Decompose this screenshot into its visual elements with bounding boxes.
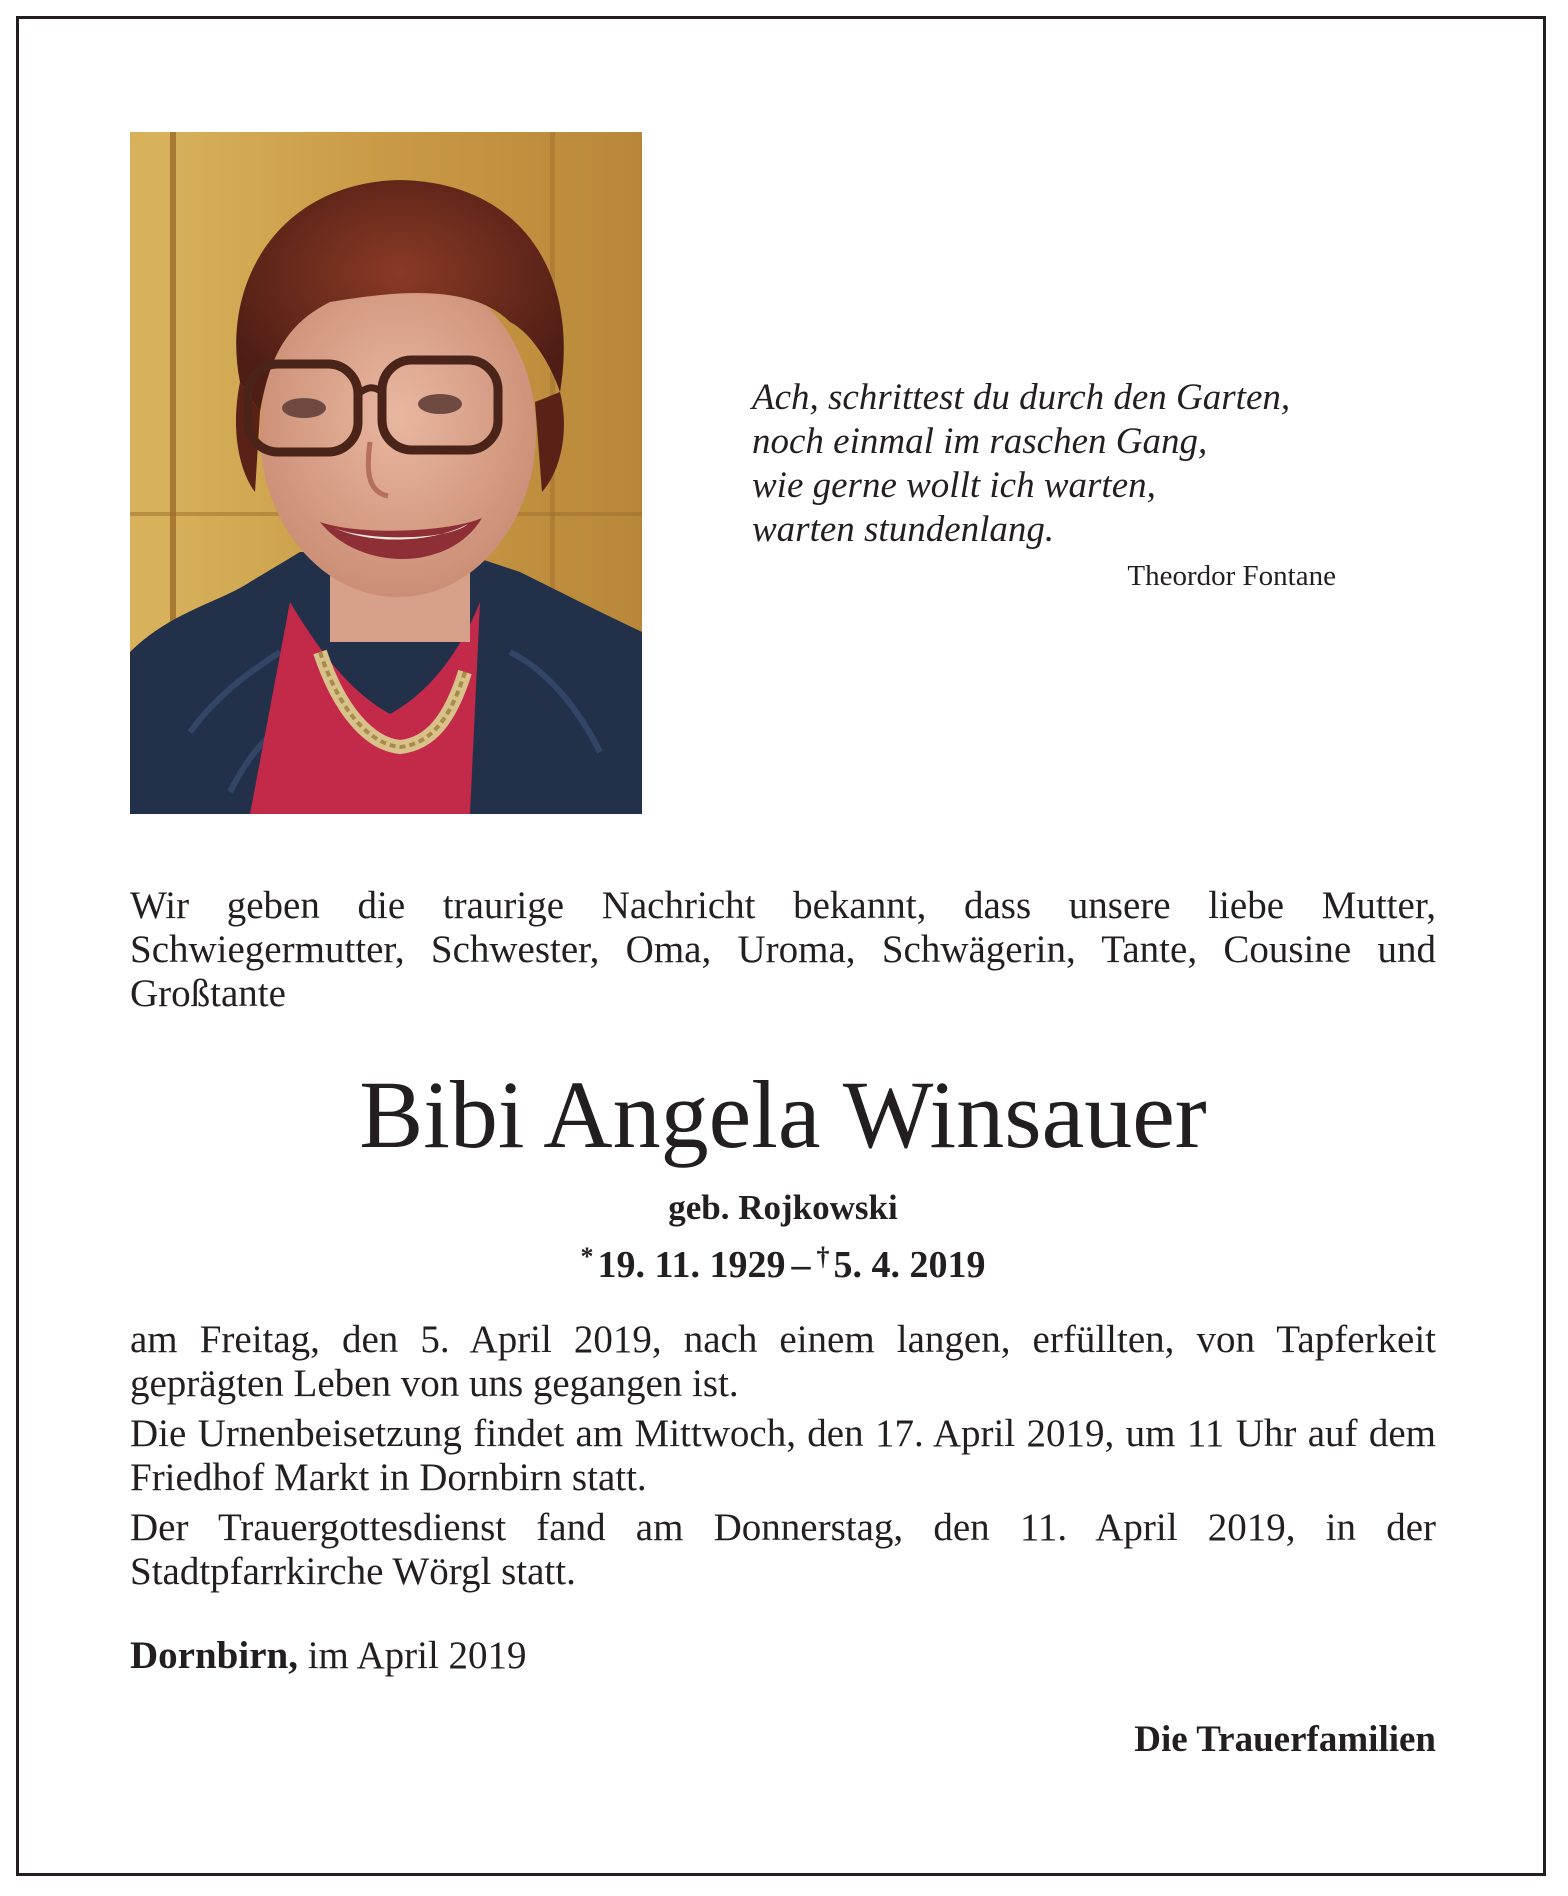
deceased-name: Bibi Angela Winsauer <box>359 1061 1207 1168</box>
body-paragraph: Der Trauergottesdienst fand am Donnerstag, den 11. April 2019, in der Stadtpfarrkirche Wörgl statt. <box>130 1506 1436 1593</box>
intro-text: Wir geben die traurige Nachricht bekannt, dass unsere liebe Mutter, Schwiegermutter, Schwester, Oma, Uroma, Schwägerin, Tante, Cousine und Großtante <box>130 884 1436 1015</box>
life-dates <box>130 1234 1436 1288</box>
poem-author: Theordor Fontane <box>1127 560 1336 592</box>
place-city: Dornbirn, <box>130 1634 298 1677</box>
death-date: 5. 4. 2019 <box>833 1244 986 1286</box>
body-paragraph: Die Urnenbeisetzung findet am Mittwoch, den 17. April 2019, um 11 Uhr auf dem Friedhof Markt in Dornbirn statt. <box>130 1412 1436 1499</box>
signature: Die Trauerfamilien <box>1134 1719 1436 1760</box>
notice-body <box>130 1318 1436 1600</box>
poem-quote <box>752 376 1332 552</box>
poem-line: Ach, schrittest du durch den Garten, <box>752 377 1291 418</box>
birth-date: 19. 11. 1929 <box>597 1244 786 1286</box>
birth-symbol: * <box>580 1242 594 1271</box>
poem-line: warten stundenlang. <box>752 509 1055 550</box>
portrait-photo <box>130 132 642 814</box>
portrait-image <box>130 132 642 814</box>
maiden-name: geb. Rojkowski <box>668 1188 898 1227</box>
poem-line: noch einmal im raschen Gang, <box>752 421 1208 462</box>
body-paragraph: am Freitag, den 5. April 2019, nach einem langen, erfüllten, von Tapferkeit geprägten Leben von uns gegangen ist. <box>130 1318 1436 1405</box>
poem-line: wie gerne wollt ich warten, <box>752 465 1156 506</box>
place-date <box>130 1634 527 1678</box>
date-separator: – <box>791 1244 811 1286</box>
place-month: im April 2019 <box>307 1634 527 1677</box>
death-symbol: † <box>816 1242 830 1271</box>
